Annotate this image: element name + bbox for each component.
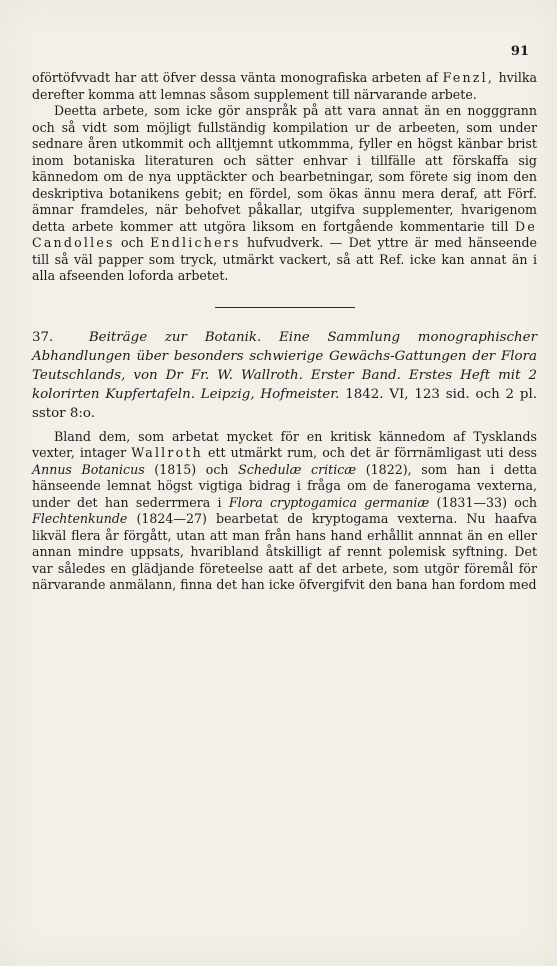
entry-details: 1842. VI, 123 sid. och 2 pl. sstor 8:o. <box>32 386 537 421</box>
paragraph-2-text-b: hufvudverk. — Det yttre är med hänseende till så väl papper som tryck, utmärkt vackert, så att Ref. icke kan annat än i alla afseenden loforda arbetet. <box>32 235 537 283</box>
paragraph-3-text-a: Bland dem, som arbetat mycket för en kritisk kännedom af Tysklands vexter, intager <box>32 428 537 460</box>
work-flechtenkunde: Flechtenkunde <box>32 511 128 526</box>
page-number: 91 <box>510 44 529 59</box>
work-flora-cryptogamica: Flora cryptogamica germaniæ <box>228 494 430 510</box>
section-divider <box>215 307 355 308</box>
paragraph-3-text-b: ett utmärkt rum, och det är förrnämligast uti dess <box>202 445 537 460</box>
author-fenzl: Fenzl, <box>442 70 495 85</box>
paragraph-2-and: och <box>114 235 151 250</box>
paragraph-3-text-f: (1824—27) bearbetat de kryptogama vexterna. Nu haafva likväl flera år förgått, utan att man från hans hand erhållit annnat än en eller annan mindre uppsats, hvaribland åtskilligt af rennt polemisk syftning. Det var således en glädjande företeelse aatt af det arbete, som utgör föremål för närvarande anmälann, finna det han icke öfvergifvit den bana han fordom med <box>32 511 537 592</box>
paragraph-3-text-d: (1822), som han i detta hänseende lemnat högst vigtiga bidrag i fråga om de fanerogama vexterna, under det han sederrmera i <box>32 461 537 510</box>
paragraph-1-text-b: hvilka derefter komma att lemnas såsom supplement till närvarande arbete. <box>32 70 537 102</box>
author-wallroth: Wallroth <box>131 445 203 460</box>
entry-title: Beiträge zur Botanik. Eine Sammlung monographischer Abhandlungen über besonders schwierige Gewächs-Gattungen der Flora Teutschlands, von Dr Fr. W. Wallroth. Erster Band. Erstes Heft mit 2 kolorirten Kupfertafeln. Leipzig, Hofmeister. <box>32 329 537 402</box>
paragraph-2-text-a: Deetta arbete, som icke gör anspråk på att vara annat än en nogggrann och så vidt som möjligt fullständig kompilation ur de arbeeten, som under sednare åren utkommit och alltjemnt utkommma, fyller en högst känbar brist inom botaniska literaturen och sätter enhvar i tillfälle att förskaffa sig kännedom om de nya upptäckter och bearbetningar, som förete sig inom den deskriptiva botanikens gebit; en fördel, som ökas ännu mera deraf, att Förf. ämnar framdeles, när behofvet påkallar, utgifva supplementer, hvarigenom detta arbete kommer att utgöra liksom en fortgående kommentarie till <box>32 103 537 234</box>
paragraph-2 <box>32 103 537 285</box>
page-text <box>32 70 537 594</box>
bibliographic-entry <box>32 328 537 423</box>
author-endlicher: Endlichers <box>150 235 241 250</box>
entry-number: 37. <box>32 329 54 345</box>
paragraph-3-text-e: (1831—33) och <box>429 494 537 510</box>
paragraph-3-text-c: (1815) och <box>144 461 239 477</box>
work-schedulae-criticae: Schedulæ criticæ <box>238 461 357 477</box>
paragraph-1 <box>32 70 537 103</box>
author-de-candolle: De Candolles <box>32 218 537 250</box>
work-annus-botanicus: Annus Botanicus <box>32 461 145 477</box>
paragraph-3 <box>32 429 537 594</box>
paragraph-1-text-a: oförtöfvvadt har att öfver dessa vänta monografiska arbeten af <box>32 70 443 85</box>
